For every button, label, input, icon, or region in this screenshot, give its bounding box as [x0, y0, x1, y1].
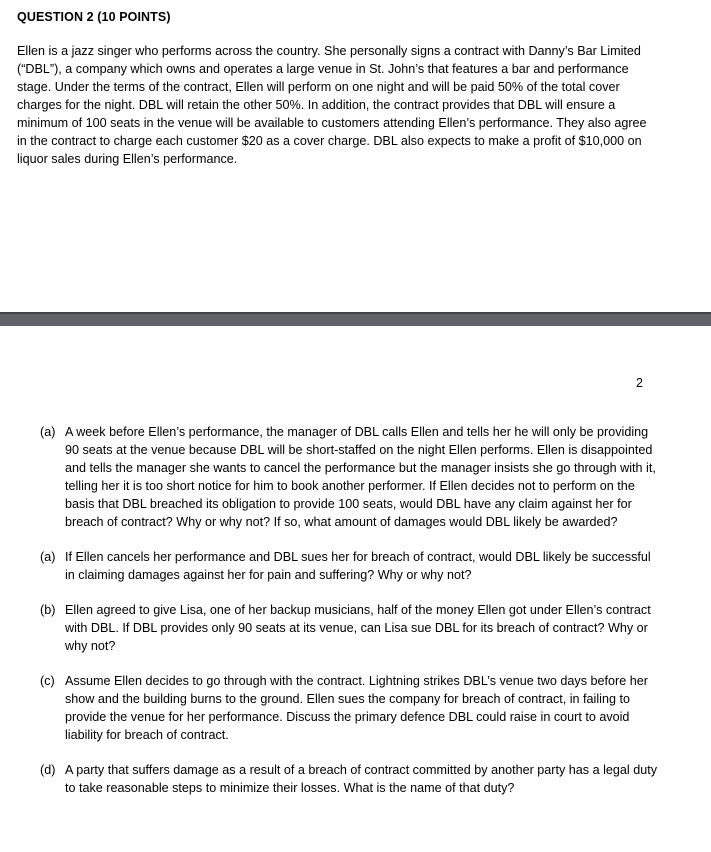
sub-question-text: If Ellen cancels her performance and DBL sues her for breach of contract, would DBL likely be successful in claiming damages against her for pain and suffering? Why or why not? [65, 550, 651, 582]
sub-question-list [40, 423, 660, 797]
sub-question-label: (a) [40, 425, 56, 439]
sub-question-label: (b) [40, 603, 56, 617]
sub-question-item [40, 423, 660, 531]
sub-question-text: Assume Ellen decides to go through with the contract. Lightning strikes DBL’s venue two days before her show and the building burns to the ground. Ellen sues the company for breach of contract, in failing to provide the venue for her performance. Discuss the primary defence DBL could raise in court to avoid liability for breach of contract. [65, 674, 648, 742]
question-intro-paragraph: Ellen is a jazz singer who performs across the country. She personally signs a contract with Danny’s Bar Limited (“DBL”), a company which owns and operates a large venue in St. John’s that features a bar and performance stage. Under the terms of the contract, Ellen will perform on one night and will be paid 50% of the total cover charges for the night. DBL will retain the other 50%. In addition, the contract provides that DBL will ensure a minimum of 100 seats in the venue will be available to customers attending Ellen’s performance. They also agree in the contract to charge each customer $20 as a cover charge. DBL also expects to make a profit of $10,000 on liquor sales during Ellen’s performance. [17, 44, 647, 166]
page-divider [0, 312, 711, 326]
sub-question-item [40, 672, 660, 744]
sub-question-text: Ellen agreed to give Lisa, one of her backup musicians, half of the money Ellen got under Ellen’s contract with DBL. If DBL provides only 90 seats at its venue, can Lisa sue DBL for its breach of contract? Why or why not? [65, 603, 651, 653]
sub-question-text: A week before Ellen’s performance, the manager of DBL calls Ellen and tells her he will only be providing 90 seats at the venue because DBL will be short-staffed on the night Ellen performs. Ellen is disappointed and tells the manager she wants to cancel the performance but the manager insists she go through with it, telling her it is too short notice for him to book another performer. If Ellen decides not to perform on the basis that DBL breached its obligation to provide 100 seats, would DBL have any claim against her for breach of contract? Why or why not? If so, what amount of damages would DBL likely be awarded? [65, 425, 656, 529]
sub-question-label: (d) [40, 763, 56, 777]
page-1 [0, 0, 711, 312]
page-number: 2 [636, 376, 643, 390]
page-2 [0, 326, 711, 852]
sub-question-label: (a) [40, 550, 56, 564]
sub-question-label: (c) [40, 674, 55, 688]
sub-question-item [40, 761, 660, 797]
sub-question-item [40, 601, 660, 655]
sub-question-item [40, 548, 660, 584]
sub-question-text: A party that suffers damage as a result of a breach of contract committed by another party has a legal duty to take reasonable steps to minimize their losses. What is the name of that duty? [65, 763, 657, 795]
question-heading: QUESTION 2 (10 POINTS) [17, 10, 171, 24]
